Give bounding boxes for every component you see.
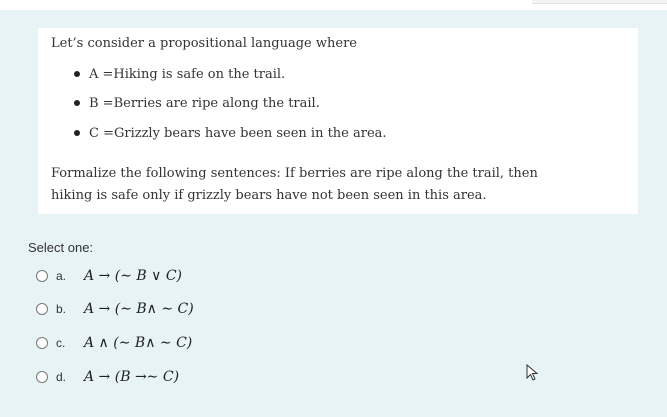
radio-button[interactable] <box>36 270 48 282</box>
task-line: hiking is safe only if grizzly bears have not been seen in this area. <box>51 188 487 203</box>
option-letter: b. <box>56 302 67 316</box>
proposition-item <box>74 126 387 141</box>
proposition-text: C =Grizzly bears have been seen in the area. <box>89 126 387 141</box>
option-letter: c. <box>56 336 66 350</box>
proposition-text: A =Hiking is safe on the trail. <box>89 67 286 82</box>
option-a[interactable] <box>36 266 182 286</box>
proposition-item <box>74 67 285 82</box>
question-intro: Let’s consider a propositional language where <box>51 36 357 51</box>
mouse-pointer-icon <box>526 364 540 382</box>
option-formula[interactable]: A → (B →∼ C) <box>84 369 180 385</box>
option-c[interactable] <box>36 333 192 353</box>
task-line: Formalize the following sentences: If berries are ripe along the trail, then <box>51 166 538 181</box>
option-b[interactable] <box>36 299 194 319</box>
option-d[interactable] <box>36 367 179 387</box>
option-letter: d. <box>56 370 67 384</box>
bullet-icon <box>74 100 80 106</box>
question-text-box <box>38 28 638 214</box>
bullet-icon <box>74 71 80 77</box>
option-letter: a. <box>56 269 67 283</box>
radio-button[interactable] <box>36 303 48 315</box>
option-formula[interactable]: A → (∼ B ∨ C) <box>84 268 182 284</box>
top-strip <box>0 0 667 10</box>
option-formula[interactable]: A → (∼ B∧ ∼ C) <box>84 301 194 317</box>
proposition-item <box>74 96 320 111</box>
select-one-label: Select one: <box>28 240 94 255</box>
tab-edge <box>532 0 667 4</box>
proposition-text: B =Berries are ripe along the trail. <box>89 96 320 111</box>
radio-button[interactable] <box>36 337 48 349</box>
bullet-icon <box>74 130 80 136</box>
radio-button[interactable] <box>36 371 48 383</box>
question-task <box>51 163 636 207</box>
option-formula[interactable]: A ∧ (∼ B∧ ∼ C) <box>84 335 193 351</box>
